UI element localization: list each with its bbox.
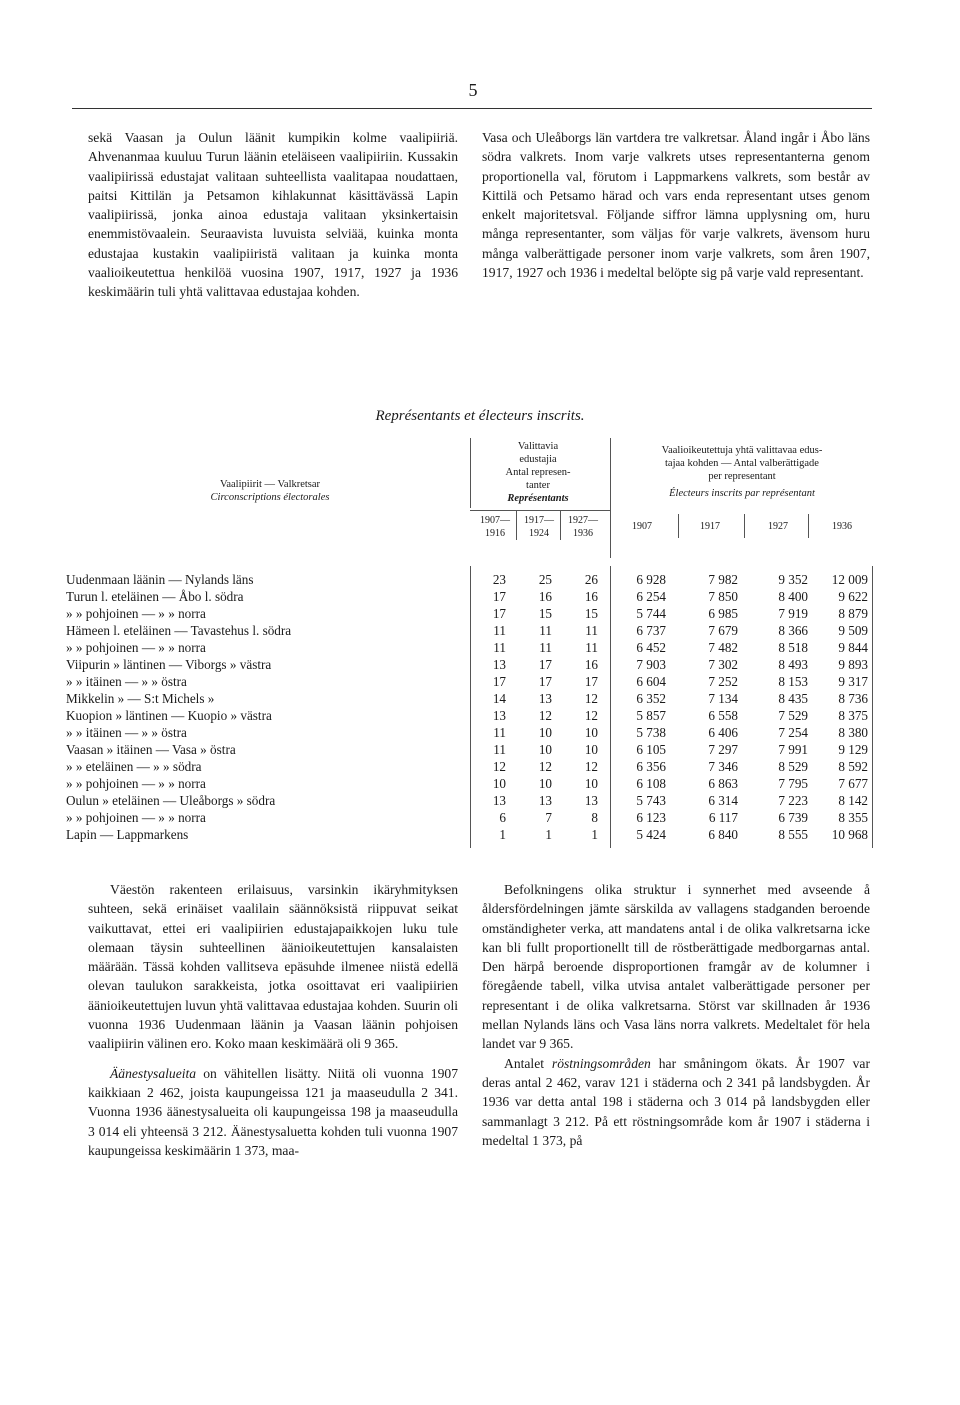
reps-1907: 11 [493, 725, 506, 740]
reps-1927: 17 [584, 674, 598, 689]
voters-1927: 9 352 [778, 572, 808, 587]
voters-1936: 10 968 [831, 827, 868, 842]
voters-1936: 9 509 [838, 623, 868, 638]
region-name: » » pohjoinen — » » norra [66, 776, 206, 791]
reps-1907: 17 [492, 589, 506, 604]
header-divider [808, 514, 809, 538]
rep-period-1: 1907— 1916 [480, 515, 510, 539]
voters-1936: 8 142 [838, 793, 868, 808]
voters-1907: 6 352 [636, 691, 666, 706]
term-aanestysalueita: Äänestysalueita [110, 1065, 197, 1081]
reps-1907: 11 [493, 640, 506, 655]
reps-1927: 26 [584, 572, 598, 587]
voters-1936: 8 375 [838, 708, 868, 723]
rep-period-3: 1927— 1936 [568, 515, 598, 539]
reps-1907: 14 [492, 691, 506, 706]
voters-1907: 6 604 [636, 674, 666, 689]
voters-1927: 7 529 [778, 708, 808, 723]
rep-period-2: 1917— 1924 [524, 515, 554, 539]
table-row [66, 589, 876, 605]
voters-1927: 7 991 [778, 742, 808, 757]
voters-1917: 7 252 [708, 674, 738, 689]
voters-1907: 6 356 [636, 759, 666, 774]
reps-1917: 10 [538, 776, 552, 791]
reps-1917: 16 [538, 589, 552, 604]
reps-1927: 12 [584, 759, 598, 774]
region-name: » » pohjoinen — » » norra [66, 810, 206, 825]
reps-1927: 12 [584, 708, 598, 723]
finnish-intro-paragraph: sekä Vaasan ja Oulun läänit kumpikin kolme vaalipiiriä. Ahvenanmaa kuuluu Turun läänin eteläiseen vaalipiiriin. Kussakin vaalipiirissä edustajat valitaan suhteellista vaalitapaa noudattaen, paitsi Kittilän ja Petsamon kihlakunnat käsittävässä Lapin vaalipiirissä, jonka ainoa edustaja valitaan yksinkertaisin enemmistövaalein. Seuraavista luvuista selviää, kuinka monta edustajaa kustakin vaalipiiristä valitaan ja kuinka monta vaalioikeutettua henkilöä vuosina 1907, 1917, 1927 ja 1936 keskimäärin tuli yhtä valittavaa edustajaa kohden. [88, 130, 458, 300]
voters-header-line2: tajaa kohden — Antal valberättigade [665, 458, 819, 469]
reps-header-fi-1: Valittavia [517, 441, 559, 452]
voters-1917: 6 406 [708, 725, 738, 740]
reps-1927: 10 [584, 776, 598, 791]
column-divider [872, 566, 873, 848]
reps-1917: 11 [539, 640, 552, 655]
reps-1917: 15 [538, 606, 552, 621]
region-name: Vaasan » itäinen — Vasa » östra [66, 742, 236, 757]
voters-1917: 6 314 [708, 793, 738, 808]
region-name: Viipurin » läntinen — Viborgs » västra [66, 657, 272, 672]
region-name: » » itäinen — » » östra [66, 725, 187, 740]
voters-1907: 6 123 [636, 810, 666, 825]
column-divider [470, 566, 471, 848]
voters-1927: 7 254 [778, 725, 808, 740]
voters-1936: 12 009 [831, 572, 868, 587]
voters-1907: 5 857 [636, 708, 666, 723]
reps-1907: 13 [492, 708, 506, 723]
voters-1907: 5 743 [636, 793, 666, 808]
voters-1907: 7 903 [636, 657, 666, 672]
reps-1907: 6 [499, 810, 506, 825]
region-name: » » pohjoinen — » » norra [66, 606, 206, 621]
voters-header-line3: per representant [708, 471, 776, 482]
table-row [66, 725, 876, 741]
voters-1907: 6 254 [636, 589, 666, 604]
voters-1917: 7 134 [708, 691, 738, 706]
voters-column-header [612, 444, 872, 500]
swedish-discussion-paragraph: Befolkningens olika struktur i synnerhet med avseende å åldersfördelningen jämte särskilda av vallagens stadganden beroende omständigheter verka, att mandatens antal i de olika valkretsarna icke kan bli fullt proportionellt till de röstberättigade medborgarnas antal. Den härpå beroende disproportionen framgår av de kolumner i föregående tabell, vilka utvisa antalet valberättigade personer per representant i de olika valkretsarna. Störst var skillnaden år 1936 mellan Nylands läns och Vasa läns norra valkrets. Medeltalet för hela landet var 9 365. [482, 882, 870, 1052]
voters-1936: 7 677 [838, 776, 868, 791]
region-name: Hämeen l. eteläinen — Tavastehus l. södra [66, 623, 292, 638]
voters-1917: 7 482 [708, 640, 738, 655]
voters-1917: 7 297 [708, 742, 738, 757]
voters-1927: 7 919 [778, 606, 808, 621]
voters-1936: 8 592 [838, 759, 868, 774]
region-column-header [140, 478, 400, 504]
reps-1917: 10 [538, 725, 552, 740]
region-header-fi: Vaalipiirit — Valkretsar [219, 479, 321, 490]
voters-1907: 5 744 [636, 606, 666, 621]
swedish-discussion-2-text: har småningom ökats. År 1907 var deras antal 2 462, varav 121 i städerna och 2 341 på landsbygden. År 1936 var detta antal 198 i städerna och 3 014 på landsbygden eller sammanlagt 3 212. På ett röstningsområde kom år 1907 i städerna i medeltal 1 373, på [482, 1055, 870, 1148]
table-row [66, 810, 876, 826]
representatives-column-header [472, 440, 604, 505]
voters-header-fr: Électeurs inscrits par représentant [669, 488, 815, 499]
voters-1927: 8 366 [778, 623, 808, 638]
voters-1907: 5 738 [636, 725, 666, 740]
table-row [66, 674, 876, 690]
region-name: Uudenmaan läänin — Nylands läns [66, 572, 254, 587]
reps-1907: 13 [492, 793, 506, 808]
reps-1917: 17 [538, 657, 552, 672]
voters-1927: 8 400 [778, 589, 808, 604]
voters-1936: 8 355 [838, 810, 868, 825]
swedish-discussion-paragraph-2 [482, 1054, 870, 1150]
reps-1927: 16 [584, 589, 598, 604]
swedish-intro-paragraph: Vasa och Uleåborgs län vartdera tre valkretsar. Åland ingår i Åbo läns södra valkrets. Inom varje valkrets utses representanterna genom proportionella val, förutom i Lappmarkens valkrets, som består av Kittilä och Petsamo härad och vars enda representant utses genom enkelt majoritetsval. Följande siffror lämna upplysning om, huru många representanter, som väljas för varje valkrets, ävensom huru många valberättigade personer inom varje valkrets, som åren 1907, 1917, 1927 och 1936 i medeltal belöpte sig på varje vald representant. [482, 130, 870, 281]
table-row [66, 708, 876, 724]
header-divider [678, 514, 679, 538]
voters-1917: 6 863 [708, 776, 738, 791]
voters-1927: 7 223 [778, 793, 808, 808]
header-rule [72, 108, 872, 109]
voters-1927: 8 529 [778, 759, 808, 774]
reps-1917: 1 [545, 827, 552, 842]
voters-1917: 7 982 [708, 572, 738, 587]
reps-1907: 10 [492, 776, 506, 791]
swedish-discussion-2-pre: Antalet [504, 1055, 552, 1071]
table-row [66, 742, 876, 758]
reps-1907: 17 [492, 674, 506, 689]
column-divider [610, 566, 611, 848]
voters-1907: 6 108 [636, 776, 666, 791]
reps-1917: 17 [538, 674, 552, 689]
reps-1917: 13 [538, 793, 552, 808]
voters-1917: 7 346 [708, 759, 738, 774]
voters-1927: 8 493 [778, 657, 808, 672]
voters-1936: 9 622 [838, 589, 868, 604]
reps-1927: 11 [585, 623, 598, 638]
header-rule-sub [470, 510, 610, 511]
region-name: Mikkelin » — S:t Michels » [66, 691, 215, 706]
table-row [66, 640, 876, 656]
reps-header-fi-2: edustajia [519, 454, 557, 465]
voters-1907: 6 737 [636, 623, 666, 638]
reps-1927: 1 [591, 827, 598, 842]
page-number: 5 [468, 80, 478, 100]
voters-1936: 9 844 [838, 640, 868, 655]
term-rostningsomraden: röstningsområden [551, 1055, 651, 1071]
voters-1936: 8 736 [838, 691, 868, 706]
region-name: » » pohjoinen — » » norra [66, 640, 206, 655]
reps-1927: 15 [584, 606, 598, 621]
table-row [66, 793, 876, 809]
voters-1917: 7 679 [708, 623, 738, 638]
table-row [66, 691, 876, 707]
voters-1917: 7 302 [708, 657, 738, 672]
reps-1907: 1 [499, 827, 506, 842]
region-name: Lapin — Lappmarkens [66, 827, 189, 842]
reps-1907: 17 [492, 606, 506, 621]
finnish-discussion-paragraph: Väestön rakenteen erilaisuus, varsinkin ikäryhmityksen suhteen, sekä erinäiset vaalilain säännöksistä riippuvat seikat vaikuttavat, ettei eri vaalipiirien edustajapaikkojen luku tule olemaan täysin suhteellinen äänioikeutettujen kansalaisten määrään. Tässä kohden vallitseva epäsuhde ilmenee niistä edellä olevan taulukon sarakkeista, jotka osoittavat eri vaalipiirien äänioikeutettujen luvun yhtä valittavaa edustajaa kohden. Suurin oli vuonna 1936 Uudenmaan läänin ja Vaasan läänin pohjoisen vaalipiirin välinen ero. Koko maan keskimäärä oli 9 365. [88, 882, 458, 1052]
region-name: Turun l. eteläinen — Åbo l. södra [66, 589, 244, 604]
voters-1907: 6 105 [636, 742, 666, 757]
voters-1917: 6 985 [708, 606, 738, 621]
region-header-fr: Circonscriptions électorales [210, 492, 330, 503]
voters-1917: 6 558 [708, 708, 738, 723]
table-row [66, 657, 876, 673]
header-divider [560, 510, 561, 540]
table-row [66, 759, 876, 775]
reps-1927: 16 [584, 657, 598, 672]
voters-1917: 7 850 [708, 589, 738, 604]
header-divider [516, 510, 517, 540]
reps-header-sv-1: Antal represen- [505, 467, 571, 478]
reps-1917: 12 [538, 708, 552, 723]
voter-year-1907: 1907 [632, 521, 652, 532]
finnish-discussion-2-text: on vähitellen lisätty. Niitä oli vuonna 1907 kaikkiaan 2 462, joista kaupungeissa 121 ja maaseudulla 2 341. Vuonna 1936 äänestysalueita oli kaupungeissa 198 ja maaseudulla 3 014 eli yhteensä 3 212. Äänestysaluetta kohden tuli vuonna 1907 kaupungeissa keskimäärin 1 373, maa- [88, 1065, 458, 1158]
reps-1917: 7 [545, 810, 552, 825]
reps-1927: 10 [584, 725, 598, 740]
voters-header-line1: Vaalioikeutettuja yhtä valittavaa edus- [661, 445, 823, 456]
reps-1927: 12 [584, 691, 598, 706]
voters-1927: 8 153 [778, 674, 808, 689]
voters-1907: 5 424 [636, 827, 666, 842]
voters-1936: 9 893 [838, 657, 868, 672]
header-divider [470, 438, 471, 508]
reps-1907: 13 [492, 657, 506, 672]
voters-1927: 8 518 [778, 640, 808, 655]
voters-1936: 9 317 [838, 674, 868, 689]
voters-1936: 9 129 [838, 742, 868, 757]
voters-1917: 6 840 [708, 827, 738, 842]
reps-1927: 10 [584, 742, 598, 757]
table-row [66, 776, 876, 792]
table-row [66, 572, 876, 588]
voters-1927: 8 435 [778, 691, 808, 706]
reps-1907: 11 [493, 742, 506, 757]
reps-1917: 10 [538, 742, 552, 757]
header-divider [744, 514, 745, 538]
region-name: » » itäinen — » » östra [66, 674, 187, 689]
table-row [66, 623, 876, 639]
swedish-discussion [482, 880, 870, 1150]
region-name: » » eteläinen — » » södra [66, 759, 202, 774]
header-divider [610, 438, 611, 558]
reps-1917: 12 [538, 759, 552, 774]
reps-1917: 25 [538, 572, 552, 587]
reps-1917: 11 [539, 623, 552, 638]
reps-1927: 11 [585, 640, 598, 655]
reps-1907: 11 [493, 623, 506, 638]
finnish-discussion-paragraph-2 [88, 1064, 458, 1160]
voters-1927: 7 795 [778, 776, 808, 791]
reps-1907: 23 [492, 572, 506, 587]
reps-header-fr: Représentants [507, 493, 569, 504]
reps-1917: 13 [538, 691, 552, 706]
table-row [66, 606, 876, 622]
reps-1927: 8 [591, 810, 598, 825]
table-row [66, 827, 876, 843]
voter-year-1917: 1917 [700, 521, 720, 532]
voters-1907: 6 928 [636, 572, 666, 587]
finnish-discussion [88, 880, 458, 1160]
voters-1927: 8 555 [778, 827, 808, 842]
region-name: Kuopion » läntinen — Kuopio » västra [66, 708, 272, 723]
voters-1936: 8 380 [838, 725, 868, 740]
voters-1927: 6 739 [778, 810, 808, 825]
region-name: Oulun » eteläinen — Uleåborgs » södra [66, 793, 276, 808]
voters-1917: 6 117 [708, 810, 738, 825]
voter-year-1927: 1927 [768, 521, 788, 532]
reps-header-sv-2: tanter [526, 480, 550, 491]
reps-1907: 12 [492, 759, 506, 774]
voter-year-1936: 1936 [832, 521, 852, 532]
table-title: Représentants et électeurs inscrits. [375, 408, 585, 424]
voters-1936: 8 879 [838, 606, 868, 621]
reps-1927: 13 [584, 793, 598, 808]
voters-1907: 6 452 [636, 640, 666, 655]
